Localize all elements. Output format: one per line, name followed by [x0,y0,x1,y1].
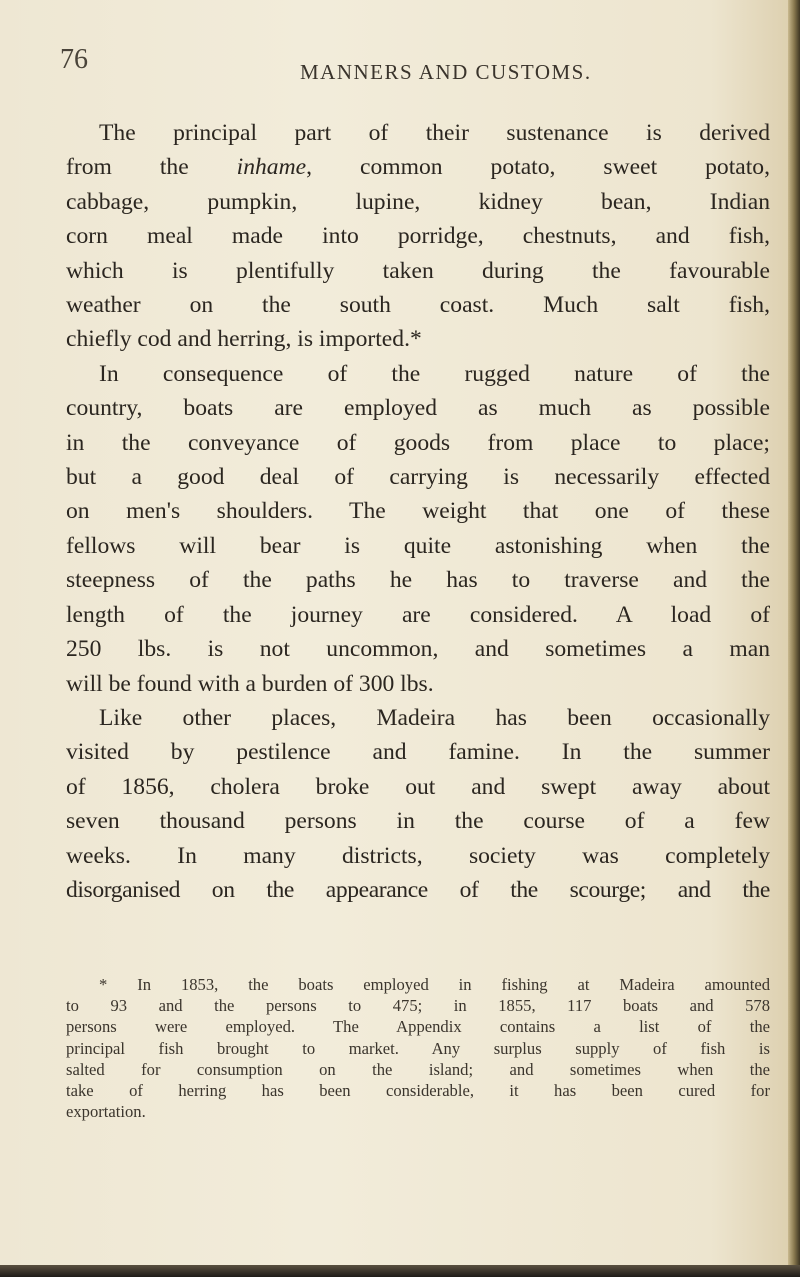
italic-word: inhame [236,154,307,181]
text-line: steepness of the paths he has to traverse and the [66,567,770,594]
page-edge-right [788,0,800,1277]
text-line: visited by pestilence and famine. In the summer [66,739,770,766]
text-line: chiefly cod and herring, is imported.* [66,326,422,353]
text-line: In consequence of the rugged nature of the [99,360,770,387]
text-line: which is plentifully taken during the favourable [66,257,770,284]
text-line: seven thousand persons in the course of a few [66,808,770,835]
footnote-line: to 93 and the persons to 475; in 1855, 117 boats and 578 [66,996,770,1016]
text-line: cabbage, pumpkin, lupine, kidney bean, Indian [66,188,770,215]
text-line: on men's shoulders. The weight that one of these [66,498,770,525]
text-line: corn meal made into porridge, chestnuts, and fish, [66,223,770,250]
footnote-line: take of herring has been considerable, it has been cured for [66,1081,770,1101]
footnote-line: persons were employed. The Appendix contains a list of the [66,1017,770,1037]
text-line: fellows will bear is quite astonishing when the [66,532,770,559]
text-line: disorganised on the appearance of the scourge; and the [66,876,770,903]
footnote-line: * In 1853, the boats employed in fishing at Madeira amounted [99,975,770,994]
footnote-line: exportation. [66,1102,146,1122]
body-text [66,116,770,907]
page-number: 76 [60,44,88,75]
text-line: from the inhame, common potato, sweet potato, [66,154,770,181]
running-head: MANNERS AND CUSTOMS. [300,60,592,84]
footnote-line: salted for consumption on the island; and sometimes when the [66,1059,770,1079]
text-line: weeks. In many districts, society was completely [66,842,770,869]
text-line: Like other places, Madeira has been occasionally [99,704,770,731]
text-line: but a good deal of carrying is necessarily effected [66,464,770,491]
text-line: of 1856, cholera broke out and swept away about [66,773,770,800]
text-line: weather on the south coast. Much salt fish, [66,292,770,319]
footnote-line: principal fish brought to market. Any surplus supply of fish is [66,1038,770,1058]
footnote [66,974,770,1122]
text-line: length of the journey are considered. A load of [66,601,770,628]
text-line: The principal part of their sustenance is derived [99,120,770,146]
text-line: will be found with a burden of 300 lbs. [66,670,434,697]
page-edge-bottom [0,1265,800,1277]
text-line: 250 lbs. is not uncommon, and sometimes a man [66,636,770,663]
text-line: country, boats are employed as much as possible [66,395,770,422]
text-line: in the conveyance of goods from place to place; [66,429,770,456]
